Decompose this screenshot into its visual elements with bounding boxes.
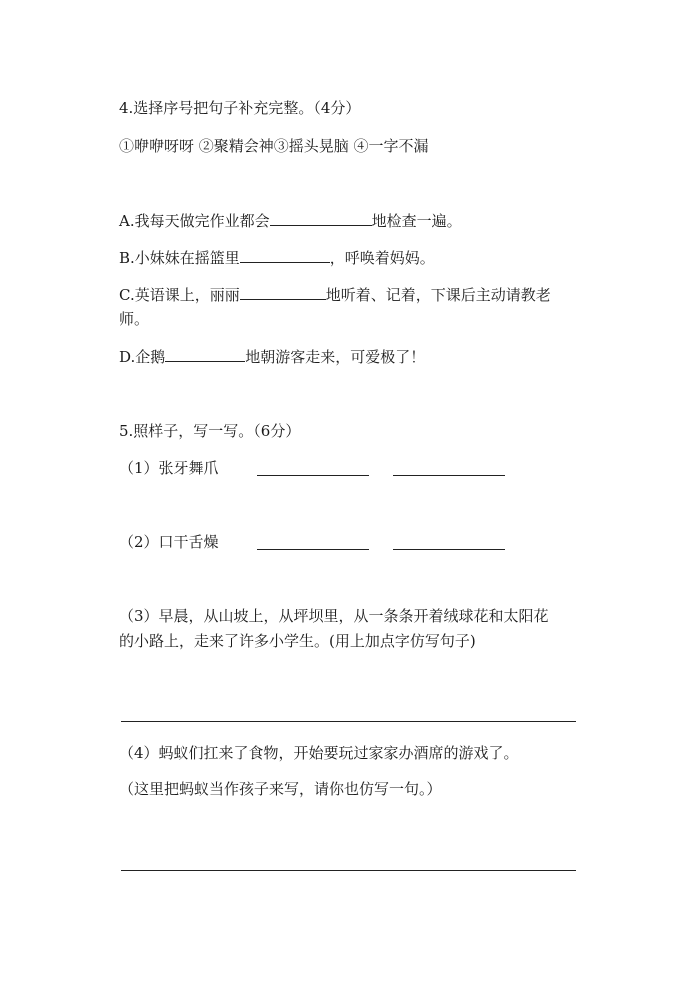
answer-blank-b[interactable] xyxy=(240,247,330,263)
question-4-options: ①咿咿呀呀 ②聚精会神③摇头晃脑 ④一字不漏 xyxy=(119,137,429,155)
q5-item2-blank-2[interactable] xyxy=(393,549,505,550)
q5-item2-label: （2）口干舌燥 xyxy=(119,533,219,551)
answer-blank-d[interactable] xyxy=(165,346,245,362)
q5-item1-blank-1[interactable] xyxy=(257,475,369,476)
sentence-b xyxy=(119,247,435,268)
question-5-title: 5.照样子，写一写。（6分） xyxy=(119,422,301,440)
sentence-a-prefix: A.我每天做完作业都会 xyxy=(119,212,270,230)
sentence-c-suffix: 地听着、记着，下课后主动请教老 xyxy=(325,286,551,304)
q5-item3-line2: 的小路上，走来了许多小学生。(用上加点字仿写句子) xyxy=(119,632,476,650)
q5-item2-blank-1[interactable] xyxy=(257,549,369,550)
sentence-d-suffix: 地朝游客走来，可爱极了！ xyxy=(245,348,426,366)
q5-item3-answer-line[interactable] xyxy=(121,721,576,722)
sentence-c xyxy=(119,284,551,305)
sentence-a xyxy=(119,210,462,231)
sentence-c-prefix: C.英语课上，丽丽 xyxy=(119,286,240,304)
q5-item3-line1: （3）早晨，从山坡上，从坪坝里，从一条条开着绒球花和太阳花 xyxy=(119,607,549,625)
sentence-d xyxy=(119,346,425,367)
sentence-b-prefix: B.小妹妹在摇篮里 xyxy=(119,249,240,267)
answer-blank-a[interactable] xyxy=(270,210,372,226)
sentence-d-prefix: D.企鹅 xyxy=(119,348,166,366)
question-4-title: 4.选择序号把句子补充完整。（4分） xyxy=(119,99,361,117)
sentence-a-suffix: 地检查一遍。 xyxy=(371,212,462,230)
q5-item4-line1: （4）蚂蚁们扛来了食物，开始要玩过家家办酒席的游戏了。 xyxy=(119,744,519,762)
q5-item1-label: （1）张牙舞爪 xyxy=(119,459,219,477)
sentence-b-suffix: ，呼唤着妈妈。 xyxy=(329,249,435,267)
q5-item4-line2: （这里把蚂蚁当作孩子来写，请你也仿写一句。） xyxy=(119,780,442,798)
q5-item4-answer-line[interactable] xyxy=(121,870,576,871)
sentence-c-continued: 师。 xyxy=(119,310,150,328)
q5-item1-blank-2[interactable] xyxy=(393,475,505,476)
answer-blank-c[interactable] xyxy=(240,284,326,300)
